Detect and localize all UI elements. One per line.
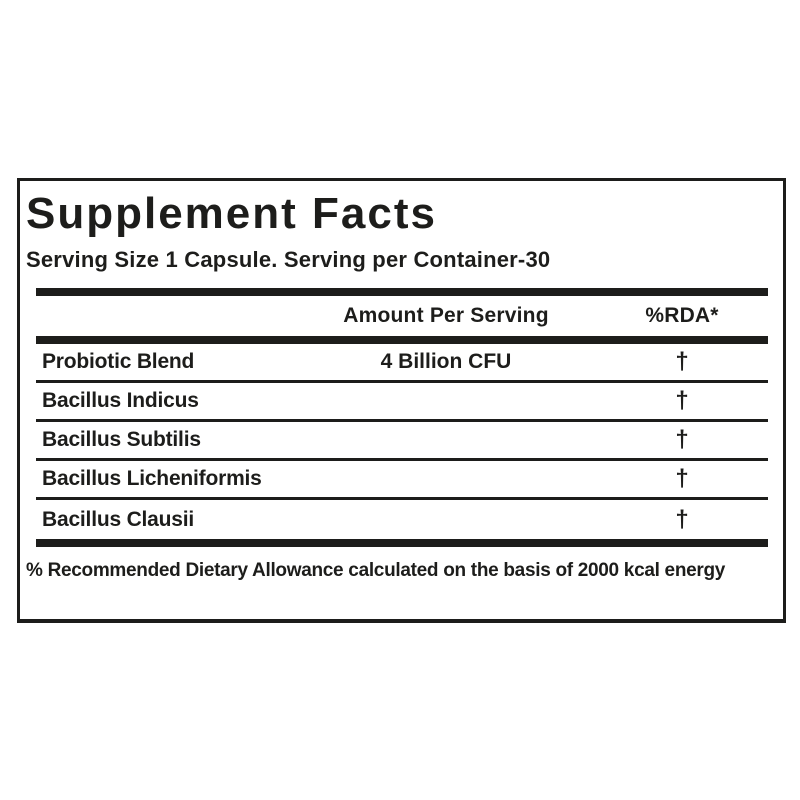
ingredient-rda-dagger: † [675, 505, 689, 533]
ingredient-name: Bacillus Licheniformis [42, 467, 262, 490]
table-row [36, 422, 768, 461]
panel-title: Supplement Facts [26, 189, 437, 238]
column-header-rda: %RDA* [645, 304, 719, 327]
ingredient-rda-dagger: † [675, 348, 689, 375]
ingredient-rda-dagger: † [675, 387, 689, 414]
column-header-amount: Amount Per Serving [343, 304, 549, 327]
table-row [36, 344, 768, 383]
serving-size-info: Serving Size 1 Capsule. Serving per Container-30 [26, 247, 551, 272]
ingredient-rda-dagger: † [675, 465, 689, 492]
ingredient-name: Bacillus Indicus [42, 389, 199, 412]
ingredient-rda-dagger: † [675, 426, 689, 453]
rda-footnote: % Recommended Dietary Allowance calculated on the basis of 2000 kcal energy [26, 560, 726, 581]
table-row [36, 500, 768, 539]
panel-body [36, 288, 768, 547]
supplement-facts-panel [17, 178, 786, 623]
table-row [36, 383, 768, 422]
ingredient-amount: 4 Billion CFU [380, 350, 512, 373]
thick-rule-top [36, 288, 768, 296]
table-header-row [36, 296, 768, 336]
ingredient-name: Bacillus Clausii [42, 507, 195, 531]
thick-rule-header [36, 336, 768, 344]
ingredient-name: Bacillus Subtilis [42, 428, 201, 451]
ingredient-name: Probiotic Blend [42, 350, 195, 373]
thick-rule-bottom [36, 539, 768, 547]
table-row [36, 461, 768, 500]
